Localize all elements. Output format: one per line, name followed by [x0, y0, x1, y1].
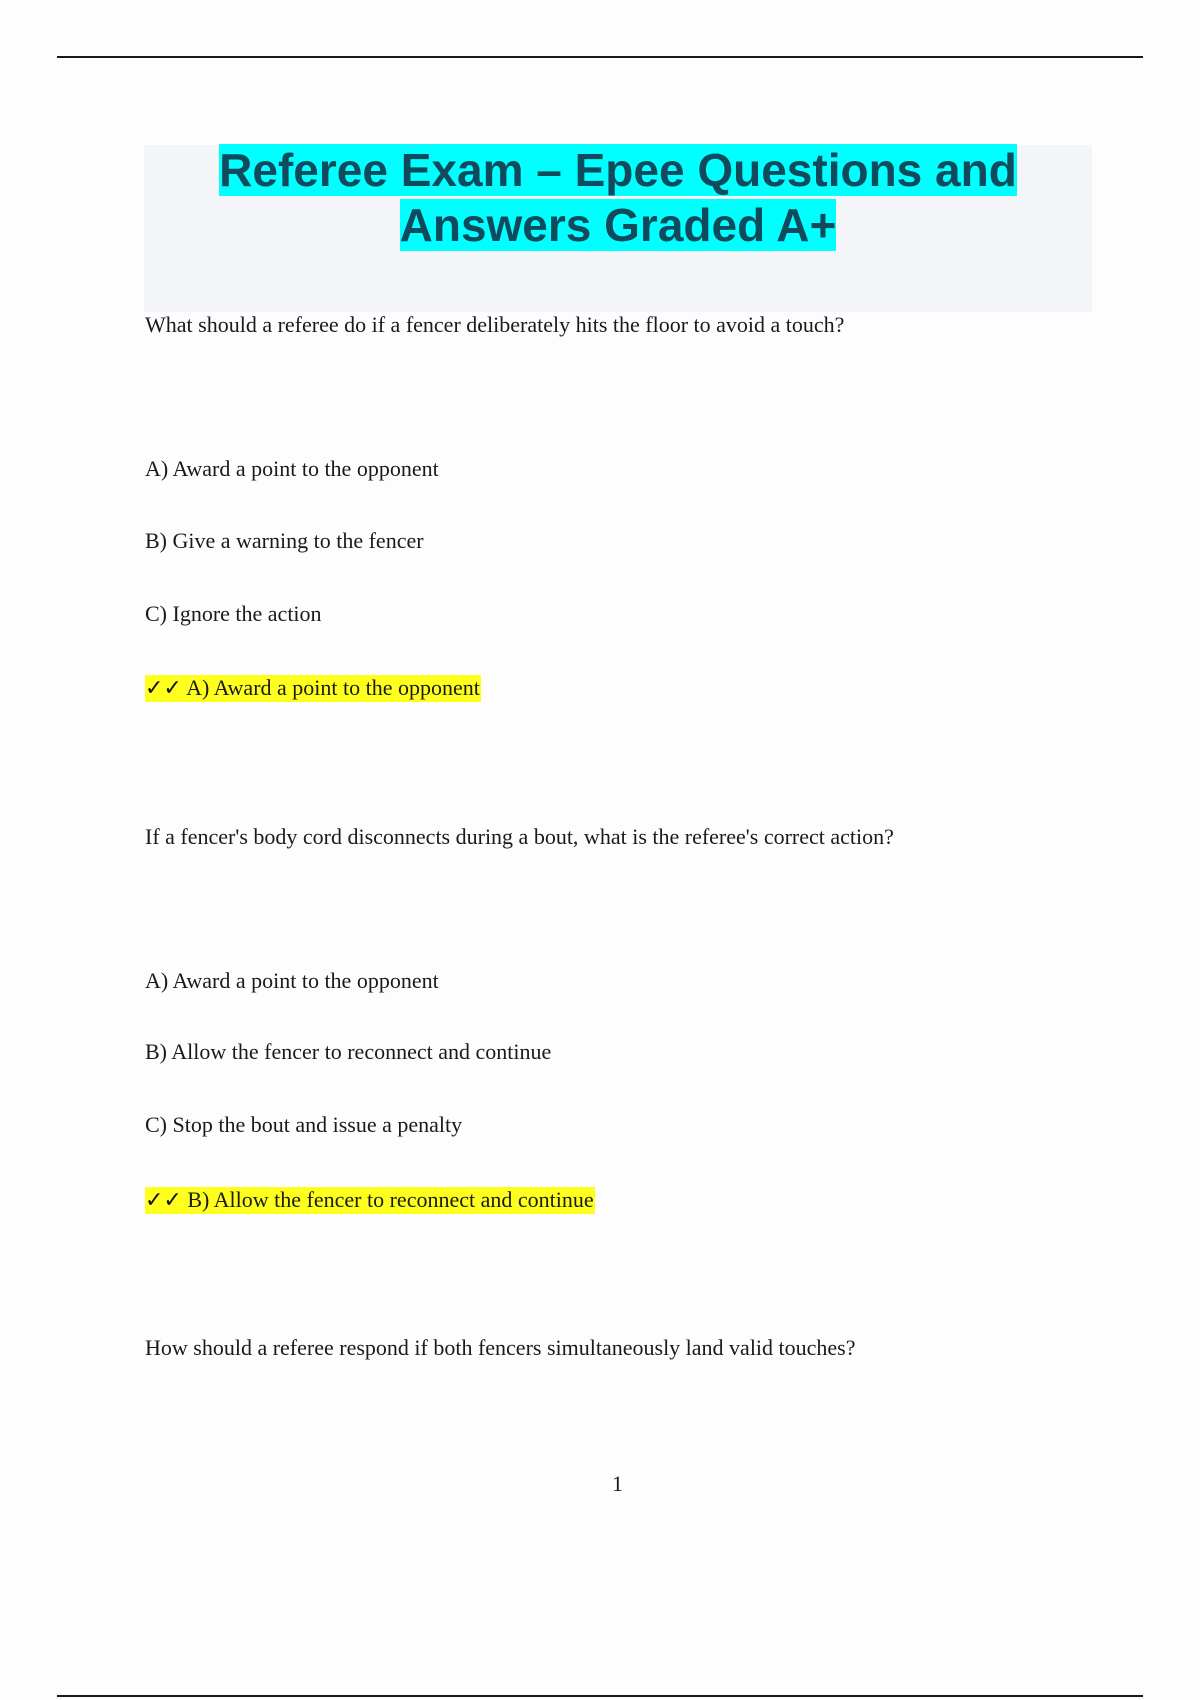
- question-2-answer: [145, 1186, 595, 1215]
- question-1-option-a: A) Award a point to the opponent: [145, 456, 439, 481]
- title-line-1: Referee Exam – Epee Questions and: [219, 144, 1017, 196]
- title-line-2: Answers Graded A+: [399, 199, 837, 251]
- question-1-option-b: B) Give a warning to the fencer: [145, 528, 424, 553]
- question-2-answer-highlight: [145, 1187, 595, 1214]
- double-check-icon: ✓✓: [145, 676, 182, 701]
- top-rule: [57, 56, 1143, 58]
- question-1: What should a referee do if a fencer deliberately hits the floor to avoid a touch?: [145, 312, 845, 337]
- question-2-option-a: A) Award a point to the opponent: [145, 968, 439, 993]
- question-2-option-c: C) Stop the bout and issue a penalty: [145, 1112, 463, 1137]
- question-2-option-b: B) Allow the fencer to reconnect and continue: [145, 1039, 552, 1064]
- page-number: 1: [612, 1471, 623, 1496]
- question-1-answer-text: A) Award a point to the opponent: [186, 675, 480, 700]
- question-1-answer-highlight: [145, 675, 481, 702]
- question-1-option-c: C) Ignore the action: [145, 601, 322, 626]
- bottom-rule: [57, 1695, 1143, 1697]
- double-check-icon: ✓✓: [145, 1188, 182, 1213]
- question-2-answer-text: B) Allow the fencer to reconnect and continue: [187, 1187, 594, 1212]
- question-2: If a fencer's body cord disconnects during a bout, what is the referee's correct action?: [145, 824, 894, 849]
- question-1-answer: [145, 674, 481, 703]
- document-title: [144, 143, 1092, 253]
- question-3: How should a referee respond if both fencers simultaneously land valid touches?: [145, 1335, 856, 1360]
